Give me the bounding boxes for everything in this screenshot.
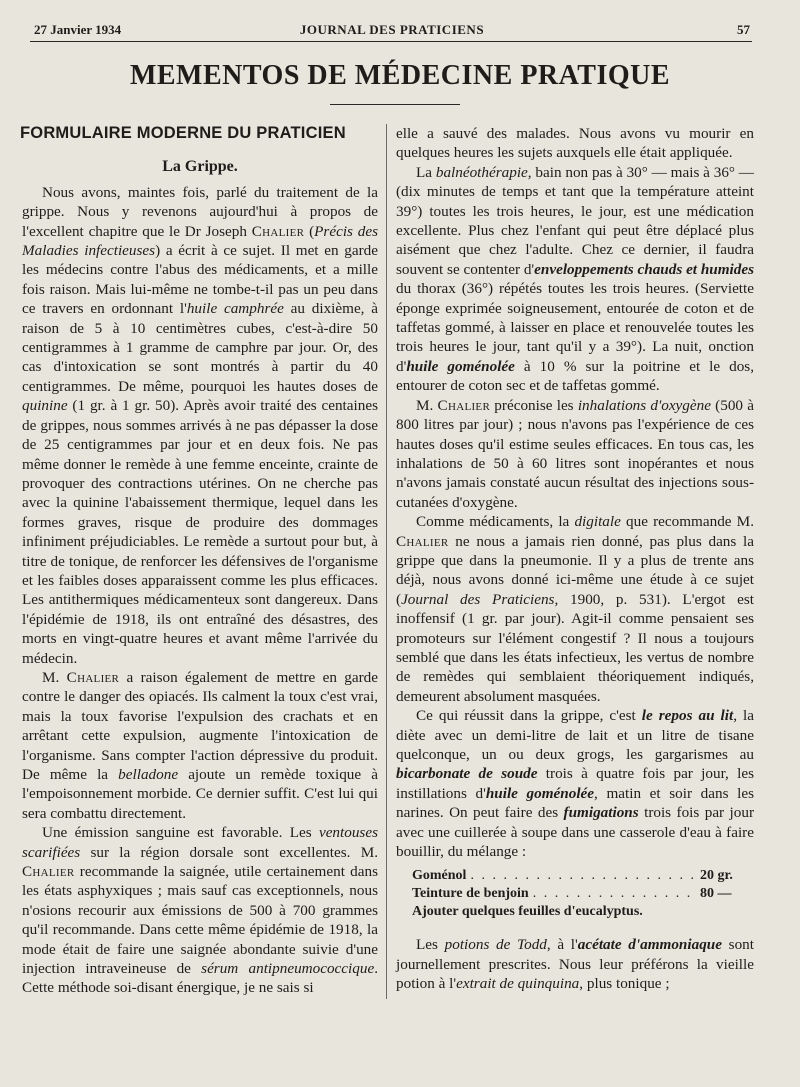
text-run: au dixième, à raison de 5 à 10 centimètres cubes, c'est-à-dire 50 centigrammes à 1 gramme de camphre par jour. Or, des cas d'intoxication se sont montrés à partir du 40 centigrammes. De même, pourquoi les hautes doses de bbox=[22, 300, 379, 395]
text-run: à 10 % sur la poitrine et le dos, entourer de coton sec et de taffetas gommé. bbox=[396, 357, 755, 395]
drug-term: huile goménolée bbox=[485, 784, 595, 802]
paragraph-1 bbox=[22, 183, 378, 668]
drug-term: potions de Todd bbox=[444, 936, 547, 954]
drug-term: digitale bbox=[574, 513, 621, 531]
paragraph-4 bbox=[396, 124, 754, 163]
book-reference: Précis des Maladies infectieuses bbox=[22, 222, 378, 260]
issue-date: 27 Janvier 1934 bbox=[34, 22, 122, 37]
text-run: , bain non pas à 30° — mais à 36° — (dix minutes de temps et tant que la température atteint 39°) toutes les trois heures, le jour, est une médication excellente. Plus chez l'enfant qui peut être déplacé plus aisément que chez l'adulte. Chez ce dernier, il faudra souvent se contenter d' bbox=[396, 163, 754, 278]
paragraph-5 bbox=[396, 163, 754, 396]
author-name: Chalier bbox=[66, 668, 120, 686]
text-run: Une émission sanguine est favorable. Les bbox=[42, 824, 319, 842]
text-run: ( bbox=[304, 222, 315, 240]
treatment-term: fumigations bbox=[563, 804, 639, 822]
treatment-term: enveloppements chauds et humides bbox=[534, 260, 755, 278]
treatment-term: le repos au lit bbox=[641, 707, 734, 725]
text-run: Comme médicaments, la bbox=[416, 513, 575, 531]
formula-ingredient: Teinture de benjoin bbox=[412, 886, 529, 902]
header-rule bbox=[30, 41, 752, 42]
text-run: a raison également de mettre en garde contre le danger des opiacés. Ils calment la toux c'est vrai, mais la toux favorise l'expulsion des crachats et en arrêtant cette expulsion, augmente l'intoxication de l'organisme. Sans compter l'action dépressive du produit. De même la bbox=[22, 668, 378, 783]
drug-term: bicarbonate de soude bbox=[396, 765, 538, 783]
text-run: ) a écrit à ce sujet. Il met en garde les médecins contre l'abus des médicaments, et a mille fois raison. Mais lui-même ne tombe-t-il pas un peu dans ce travers en ordonnant l' bbox=[22, 242, 378, 318]
text-run: La bbox=[416, 163, 436, 181]
text-run: (1 gr. à 1 gr. 50). Après avoir traité des centaines de grippes, nous sommes arrivés à ne pas dépasser la dose de 25 centigrammes par jour et en deux fois. Ne pas même donner le remède à une femme enceinte, crainte de provoquer des contractions utérines. On ne cherche pas avec la quinine l'abaissement thermique, lequel dans les formes graves, risque de produire des dommages infiniment préjudiciables. Le remède a surtout pour but, à titre de tonique, de renforcer les défensives de l'organisme et les faibles doses apparaissent comme les plus efficaces. Les antithermiques médicamenteux sont dangereux. Dans l'épidémie de 1918, ils ont entraîné des désastres, des morts en vingt-quatre heures et avant même l'arrivée du médecin. bbox=[22, 397, 378, 667]
paragraph-8 bbox=[396, 706, 754, 861]
text-run: sur la région dorsale sont excellentes. M. bbox=[80, 843, 378, 861]
running-head bbox=[34, 22, 750, 40]
leader-dots bbox=[470, 867, 696, 885]
drug-term: quinine bbox=[22, 397, 68, 415]
text-run: . Cette méthode soi-disant énergique, je ne sais si bbox=[22, 960, 378, 997]
article-subheading: La Grippe. bbox=[162, 158, 238, 176]
journal-name: JOURNAL DES PRATICIENS bbox=[299, 22, 485, 37]
text-run: trois à quatre fois par jour, les instillations d' bbox=[396, 765, 754, 802]
text-run: que recommande M. bbox=[620, 513, 754, 531]
text-run: (500 à 800 litres par jour) ; nous n'avons pas l'expérience de ces hautes doses qu'il estime seules efficaces. En tous cas, les inhalations de 50 à 60 litres sont inopérantes et nous n'avons jamais constaté aucun résultat des injections sous-cutanées d'oxygène. bbox=[396, 396, 754, 511]
treatment-term: ventouses scarifiées bbox=[22, 824, 378, 861]
page-title: MEMENTOS DE MÉDECINE PRATIQUE bbox=[129, 60, 671, 91]
formula-note: Ajouter quelques feuilles d'eucalyptus. bbox=[412, 904, 643, 920]
drug-term: extrait de quinquina bbox=[456, 975, 580, 993]
treatment-term: balnéothérapie bbox=[435, 163, 528, 181]
text-run: Les bbox=[416, 936, 445, 954]
text-run: Nous avons, maintes fois, parlé du traitement de la grippe. Nous y revenons aujourd'hui à propos de l'excellent chapitre que le Dr Joseph bbox=[22, 183, 378, 240]
drug-term: huile goménolée bbox=[406, 357, 515, 375]
text-run: M. bbox=[42, 668, 67, 686]
formula-quantity: 20 gr. bbox=[700, 868, 733, 884]
author-name: Chalier bbox=[396, 532, 449, 550]
text-run: préconise les bbox=[490, 396, 578, 414]
title-rule bbox=[330, 104, 460, 105]
text-run: , 1900, p. 531). L'ergot est inoffensif (1 gr. par jour). Agit-il comme pensaient ses promoteurs sur l'élément congestif ? Il nous a toujours semblé que dans les états infectieux, les vertus de nombre de remèdes qui semblaient théoriquement indiqués, demeurent absolument masquées. bbox=[396, 590, 754, 705]
author-name: Chalier bbox=[437, 396, 491, 414]
text-run: recommande la saignée, utile certainement dans les états asphyxiques ; mais sauf cas exceptionnels, nous n'osions recourir aux émissions de 500 à 700 grammes qu'il recommande. Dans cette même épidémie de 1918, la mode était de faire une saignée abondante suivie d'une injection intraveineuse de bbox=[22, 863, 378, 978]
text-run: ne nous a jamais rien donné, pas plus dans la grippe que dans la pneumonie. Il y a plus de trente ans déjà, nous avons donné ici-même une étude à ce sujet ( bbox=[396, 532, 754, 608]
drug-term: huile camphrée bbox=[186, 300, 284, 318]
text-run: Ce qui réussit dans la grippe, c'est bbox=[416, 707, 642, 725]
formula-line bbox=[412, 885, 754, 903]
formula-line bbox=[412, 867, 754, 885]
formula-block bbox=[412, 867, 754, 921]
left-column bbox=[22, 124, 378, 998]
page-number: 57 bbox=[737, 22, 750, 37]
treatment-term: inhalations d'oxygène bbox=[577, 396, 711, 414]
paragraph-9 bbox=[396, 935, 754, 993]
text-run: du thorax (36°) répétés toutes les trois heures. (Serviette éponge exprimée soigneusement, entourée de coton et de taffetas gommé, à laisser en place et renouvelée toutes les trois heures le jour, tant qu'il y a 39°). La nuit, onction d' bbox=[396, 280, 754, 375]
text-run: sont journellement prescrites. Nous leur préférons la vieille potion à l' bbox=[396, 936, 754, 993]
author-name: Chalier bbox=[251, 222, 305, 240]
paragraph-7 bbox=[396, 512, 754, 706]
text-run: M. bbox=[416, 396, 438, 414]
paragraph-6 bbox=[396, 396, 754, 512]
drug-term: acétate d'ammoniaque bbox=[577, 936, 722, 954]
formula-quantity: 80 — bbox=[700, 886, 732, 902]
text-run: , à l' bbox=[546, 936, 578, 954]
drug-term: sérum antipneumococcique bbox=[201, 960, 375, 978]
text-run: , matin et soir dans les narines. On peut faire des bbox=[396, 784, 754, 822]
author-name: Chalier bbox=[22, 863, 75, 881]
formula-ingredient: Goménol bbox=[412, 868, 467, 884]
text-run: trois fois par jour avec une cuillerée à soupe dans une casserole d'eau à faire bouillir, du mélange : bbox=[396, 804, 754, 861]
section-heading: FORMULAIRE MODERNE DU PRATICIEN bbox=[20, 124, 346, 142]
right-column bbox=[396, 124, 754, 994]
text-run: , plus tonique ; bbox=[579, 975, 670, 993]
paragraph-3 bbox=[22, 823, 378, 998]
text-run: elle a sauvé des malades. Nous avons vu mourir en quelques heures les sujets auxquels elle était appliquée. bbox=[396, 125, 754, 162]
drug-term: belladone bbox=[118, 766, 179, 783]
column-divider bbox=[386, 124, 387, 999]
journal-reference: Journal des Praticiens bbox=[401, 590, 555, 608]
text-run: ajoute un remède toxique à l'empoisonnement morbide. Ce dernier suffit. C'est lui qui sera combattu directement. bbox=[22, 766, 378, 822]
leader-dots bbox=[533, 885, 696, 903]
text-run: , la diète avec un demi-litre de lait et un litre de tisane quelconque, un ou deux grogs, les gargarismes au bbox=[396, 707, 754, 763]
paragraph-2 bbox=[22, 668, 378, 823]
